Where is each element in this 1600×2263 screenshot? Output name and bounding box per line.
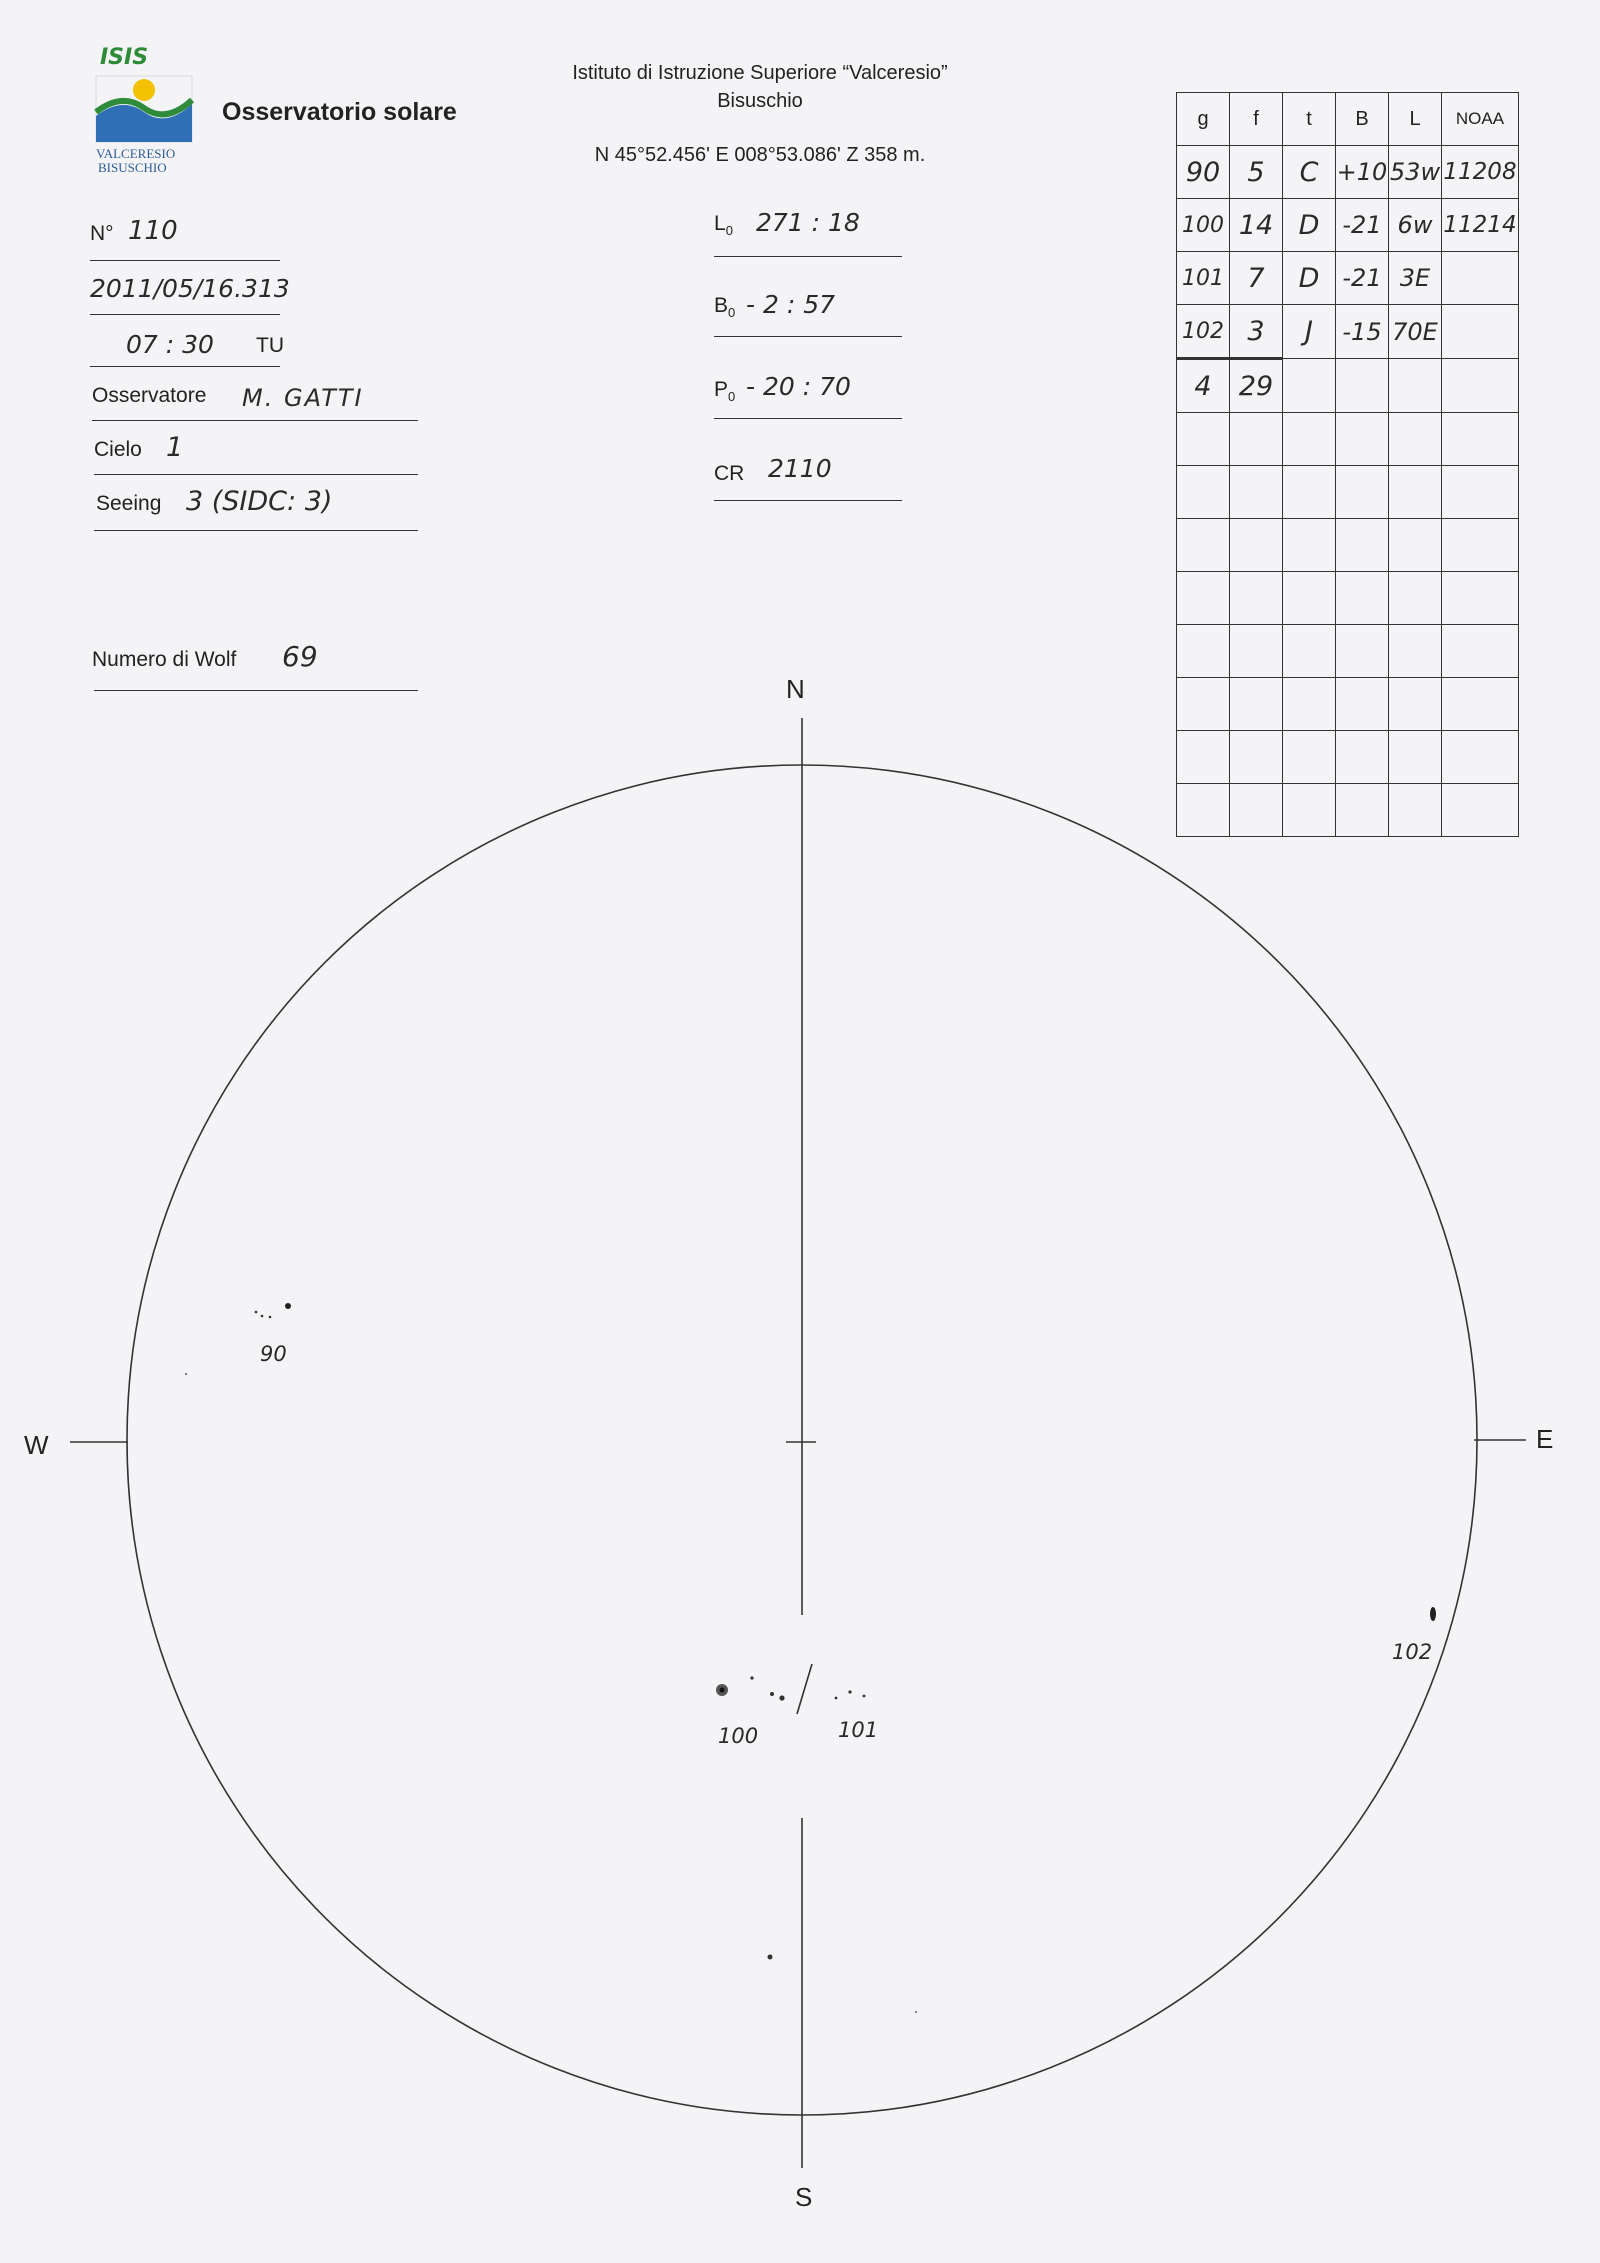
- cell-b: -21: [1336, 252, 1389, 305]
- l0-value: 271 : 18: [756, 208, 860, 237]
- sunspot: [261, 1315, 264, 1318]
- cell-g: 100: [1177, 199, 1230, 252]
- cell-l: 3E: [1389, 252, 1442, 305]
- p0-subscript: 0: [728, 389, 736, 405]
- east-label: E: [1536, 1424, 1554, 1454]
- sunspot: [1430, 1607, 1436, 1621]
- group-label-101: 101: [838, 1718, 879, 1742]
- west-label: W: [24, 1430, 49, 1460]
- logo-line-2: BISUSCHIO: [98, 160, 167, 175]
- cell-noaa: 11214: [1442, 199, 1519, 252]
- cell-f: 3: [1230, 305, 1283, 359]
- l0-subscript: 0: [725, 223, 733, 239]
- cell-b: +10: [1336, 146, 1389, 199]
- cell-b: -15: [1336, 305, 1389, 359]
- sunspot: [863, 1695, 866, 1698]
- cell-g: 102: [1177, 305, 1230, 359]
- sunspot: [835, 1697, 838, 1700]
- seeing-value: 3 (SIDC: 3): [186, 486, 333, 517]
- header-f: f: [1230, 93, 1283, 146]
- header-g: g: [1177, 93, 1230, 146]
- p0-value: - 20 : 70: [746, 372, 851, 401]
- logo-line-1: VALCERESIO: [96, 146, 176, 161]
- wolf-value: 69: [282, 640, 318, 673]
- group-label-102: 102: [1392, 1640, 1433, 1664]
- observatory-title: Osservatorio solare: [222, 98, 457, 126]
- north-label: N: [786, 674, 805, 704]
- sunspot: [285, 1303, 291, 1309]
- p0-letter: P: [714, 378, 729, 401]
- date-value: 2011/05/16.313: [90, 274, 290, 303]
- cell-f: 7: [1230, 252, 1283, 305]
- cell-g: 90: [1177, 146, 1230, 199]
- sunspot: [768, 1955, 773, 1960]
- sky-value: 1: [166, 432, 184, 463]
- cell-l: 70E: [1389, 305, 1442, 359]
- cell-noaa: 11208: [1442, 146, 1519, 199]
- header-b: B: [1336, 93, 1389, 146]
- group-separator-line: [797, 1664, 812, 1714]
- south-label: S: [795, 2182, 813, 2212]
- cell-f: 5: [1230, 146, 1283, 199]
- cell-b: -21: [1336, 199, 1389, 252]
- sunspot: [750, 1676, 753, 1679]
- header-l: L: [1389, 93, 1442, 146]
- observatory-coordinates: N 45°52.456' E 008°53.086' Z 358 m.: [594, 144, 926, 166]
- cell-f: 14: [1230, 199, 1283, 252]
- sunspot-umbra: [720, 1688, 725, 1693]
- sunspot: [255, 1311, 258, 1314]
- cell-l: 6w: [1389, 199, 1442, 252]
- number-label: N°: [90, 222, 114, 245]
- cr-value: 2110: [768, 454, 832, 483]
- cr-label: CR: [714, 462, 745, 485]
- b0-subscript: 0: [728, 305, 736, 321]
- wolf-label: Numero di Wolf: [92, 648, 237, 671]
- sunspot: [848, 1690, 851, 1693]
- institute-town: Bisuschio: [717, 90, 803, 112]
- header-noaa: NOAA: [1442, 93, 1519, 146]
- seeing-label: Seeing: [96, 492, 162, 515]
- sunspot: [779, 1695, 784, 1700]
- speck: [915, 2011, 917, 2013]
- cell-t: J: [1283, 305, 1336, 359]
- cell-total-groups: 4: [1177, 359, 1230, 413]
- group-label-100: 100: [718, 1724, 759, 1748]
- observer-label: Osservatore: [92, 384, 207, 407]
- cell-total-spots: 29: [1230, 359, 1283, 413]
- cell-g: 101: [1177, 252, 1230, 305]
- isis-logo-text: ISIS: [100, 45, 149, 70]
- group-label-90: 90: [260, 1342, 287, 1366]
- cell-t: D: [1283, 252, 1336, 305]
- time-unit: TU: [256, 334, 284, 357]
- b0-letter: B: [714, 294, 729, 317]
- cell-t: D: [1283, 199, 1336, 252]
- institute-name: Istituto di Istruzione Superiore “Valceresio”: [572, 62, 948, 84]
- observer-value: M. GATTI: [242, 384, 364, 412]
- header-t: t: [1283, 93, 1336, 146]
- speck: [185, 1373, 187, 1375]
- time-value: 07 : 30: [126, 330, 214, 359]
- sky-label: Cielo: [94, 438, 142, 461]
- l0-letter: L: [714, 212, 726, 235]
- sunspot: [269, 1316, 272, 1319]
- b0-value: - 2 : 57: [746, 290, 836, 319]
- sunspot: [770, 1692, 774, 1696]
- number-value: 110: [128, 216, 178, 246]
- cell-t: C: [1283, 146, 1336, 199]
- cell-l: 53w: [1389, 146, 1442, 199]
